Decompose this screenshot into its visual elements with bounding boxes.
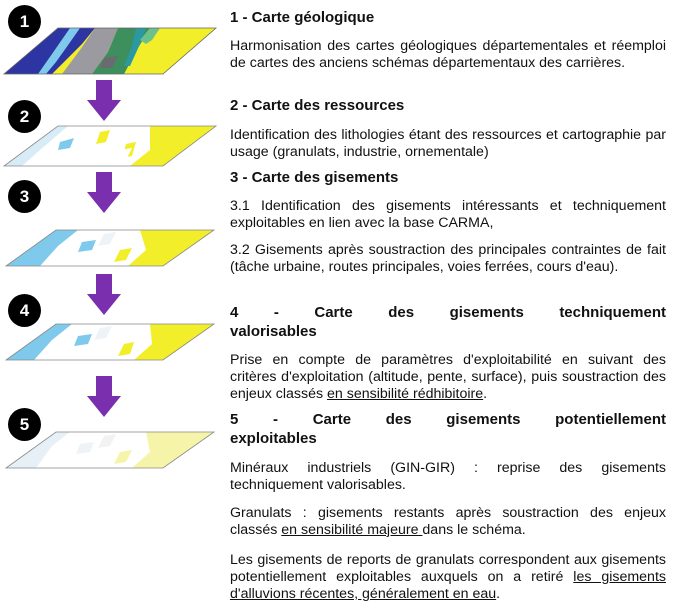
resources-map-layer [0,120,222,170]
section-1-title: 1 - Carte géologique [230,9,375,26]
section-4-title-line-1: 4 - Carte des gisements techniquement [230,304,666,321]
down-arrow-icon [86,376,122,418]
section-5-text-3-end: . [496,586,501,602]
section-5-text-2-part: Granulats : gisements restants après soustraction des enjeux classés [230,505,666,538]
section-5-text-3 [230,552,666,603]
down-arrow-icon [86,274,122,316]
section-5-link-2: les gisements d'alluvions récentes, généralement en eau [230,569,666,602]
section-5-title-line-2: exploitables [230,430,317,447]
diagram-column [0,0,222,615]
section-4-title-line-2: valorisables [230,323,317,340]
geological-map-layer [0,18,222,78]
section-4-text-part: Prise en compte de paramètres d'exploitabilité en suivant des critères d'exploitation (altitude, pente, surface), puis soustraction des enjeux classés [230,352,666,402]
step-5-badge: 5 [8,408,41,441]
step-3-badge: 3 [8,180,41,213]
section-5-text-3-part: Les gisements de reports de granulats correspondent aux gisements potentiellement exploitables auxquels on a retiré [230,552,666,585]
section-1-text: Harmonisation des cartes géologiques départementales et réemploi de cartes des anciens schémas départementaux des carrières. [230,38,666,71]
section-3-text-1: 3.1 Identification des gisements intéressants et techniquement exploitables en lien avec la base CARMA, [230,198,666,231]
section-4-text-end: . [483,386,488,402]
step-2-badge: 2 [8,100,41,133]
section-2-title: 2 - Carte des ressources [230,97,405,114]
section-3-text-2: 3.2 Gisements après soustraction des principales contraintes de fait (tâche urbaine, routes principales, voies ferrées, cours d'eau). [230,242,666,275]
down-arrow-icon [86,172,122,214]
section-4-link: en sensibilité rédhibitoire [327,386,484,402]
deposits-map-layer [0,224,222,272]
technical-deposits-map-layer [0,320,222,366]
section-5-link-1: en sensibilité majeure [281,522,423,538]
step-1-badge: 1 [8,5,41,38]
section-4-text [230,352,666,403]
section-5-text-2-end: dans le schéma. [422,522,526,538]
down-arrow-icon [86,80,122,122]
section-5-text-2 [230,505,666,539]
section-2-text: Identification des lithologies étant des ressources et cartographie par usage (granulats, industrie, ornementale) [230,127,666,160]
step-4-badge: 4 [8,294,41,327]
text-column [230,0,666,615]
section-5-title-line-1: 5 - Carte des gisements potentiellement [230,411,666,428]
section-5-text-1: Minéraux industriels (GIN-GIR) : reprise des gisements techniquement valorisables. [230,460,666,493]
section-3-title: 3 - Carte des gisements [230,169,399,186]
potential-deposits-map-layer [0,426,222,474]
